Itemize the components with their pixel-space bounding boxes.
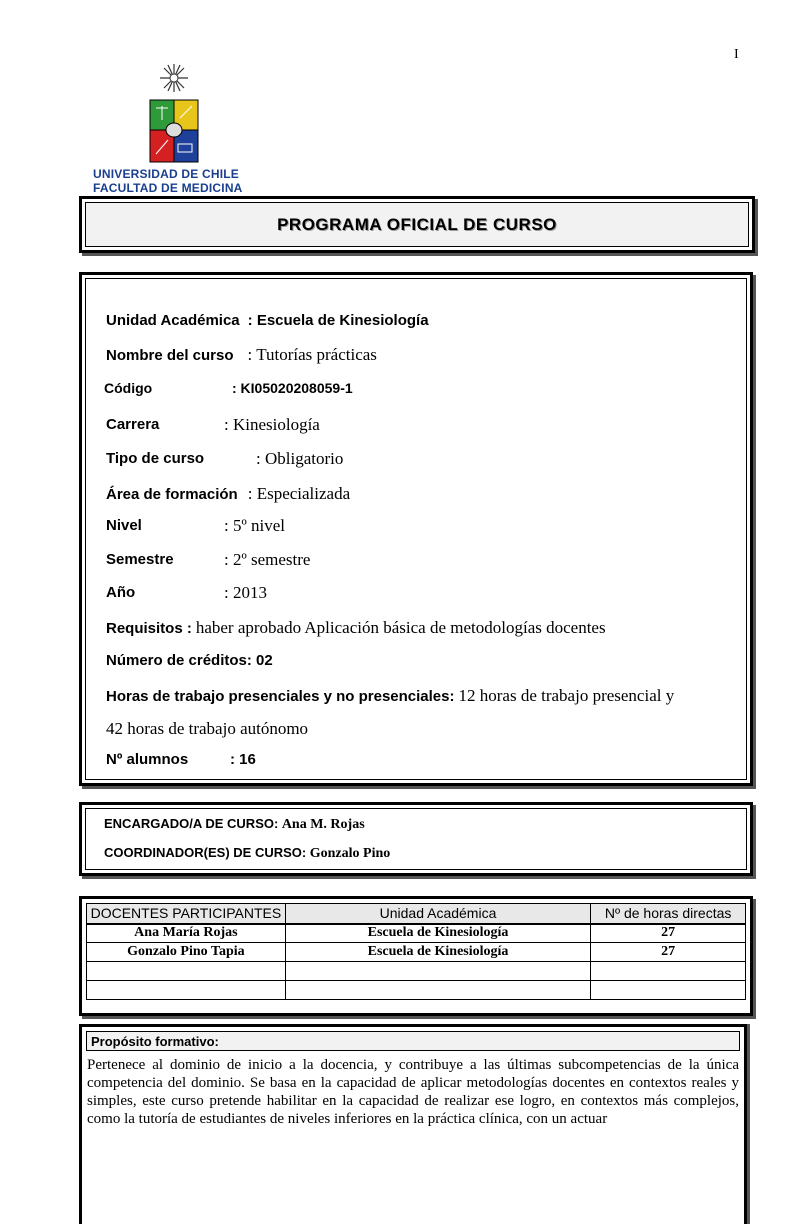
coordinador-label: COORDINADOR(ES) DE CURSO: (104, 845, 307, 860)
anio-label: Año (106, 584, 136, 601)
horas-label: Horas de trabajo presenciales y no presenciales: (106, 688, 455, 705)
nivel-value: : 5º nivel (224, 516, 285, 535)
semestre-label: Semestre (106, 551, 174, 568)
encargado-row (104, 816, 365, 833)
university-name (93, 167, 243, 195)
nivel-label: Nivel (106, 517, 142, 534)
requisitos-label: Requisitos : (106, 620, 192, 637)
tipo-value: : Obligatorio (256, 449, 344, 468)
encargado-label: ENCARGADO/A DE CURSO: (104, 816, 279, 831)
semestre-row (106, 550, 311, 569)
docente-unidad: Escuela de Kinesiología (285, 943, 590, 962)
docente-horas: 27 (591, 924, 746, 943)
document-title: PROGRAMA OFICIAL DE CURSO (277, 214, 557, 234)
horas-header: Nº de horas directas (591, 904, 746, 924)
docentes-header: DOCENTES PARTICIPANTES (87, 904, 286, 924)
carrera-row (106, 415, 320, 434)
codigo-row (104, 380, 353, 398)
encargado-value: Ana M. Rojas (281, 817, 365, 832)
horas-row (106, 686, 674, 706)
university-label: UNIVERSIDAD DE CHILE (93, 167, 240, 181)
requisitos-row (106, 618, 606, 638)
nombre-value: : Tutorías prácticas (247, 345, 377, 364)
coordinador-value: Gonzalo Pino (309, 846, 391, 861)
creditos-row (106, 652, 273, 670)
docente-name: Ana María Rojas (87, 924, 286, 943)
docentes-table (86, 903, 746, 1000)
nivel-row (106, 516, 285, 535)
horas-value-1: 12 horas de trabajo presencial y (458, 686, 675, 705)
carrera-value: : Kinesiología (224, 415, 320, 434)
university-crest-icon (148, 62, 200, 166)
alumnos-label: Nº alumnos (106, 751, 189, 768)
horas-value-2: 42 horas de trabajo autónomo (106, 719, 309, 738)
proposito-text: Pertenece al dominio de inicio a la docencia, y contribuye a las últimas subcompetencias de la única competencia del dominio. Se basa en la capacidad de aplicar metodologías docentes en contextos reales y simples, este curso pretende habilitar en la capacidad de realizar ese logro, en contextos más complejos, como la tutoría de estudiantes de niveles inferiores en la práctica clínica, con un actuar (87, 1057, 739, 1127)
creditos-label: Número de créditos: 02 (106, 652, 273, 669)
page-number: I (734, 47, 739, 62)
title-box (79, 196, 755, 253)
unidad-label: Unidad Académica (106, 312, 240, 329)
codigo-label: Código (104, 380, 153, 396)
proposito-box (79, 1024, 747, 1224)
tipo-row (106, 449, 344, 468)
codigo-value: : KI05020208059-1 (232, 380, 353, 396)
docente-name: Gonzalo Pino Tapia (87, 943, 286, 962)
table-row (87, 943, 746, 962)
docente-unidad (285, 962, 590, 981)
anio-row (106, 583, 267, 602)
requisitos-value: haber aprobado Aplicación básica de metodologías docentes (195, 618, 606, 637)
encargado-box (79, 802, 753, 876)
docente-unidad: Escuela de Kinesiología (285, 924, 590, 943)
unidad-value: : Escuela de Kinesiología (247, 312, 429, 329)
docente-horas (591, 962, 746, 981)
alumnos-row (106, 751, 256, 769)
alumnos-value: : 16 (230, 751, 256, 768)
coordinador-row (104, 845, 390, 862)
horas-row-2 (106, 719, 308, 739)
area-label: Área de formación (106, 486, 238, 503)
semestre-value: : 2º semestre (224, 550, 311, 569)
table-row (87, 962, 746, 981)
unidad-header: Unidad Académica (285, 904, 590, 924)
area-row (106, 484, 350, 504)
docente-horas: 27 (591, 943, 746, 962)
course-info-box (79, 272, 753, 786)
unidad-row (106, 312, 429, 330)
docentes-box (79, 896, 753, 1016)
anio-value: : 2013 (224, 583, 267, 602)
nombre-row (106, 345, 377, 365)
nombre-label: Nombre del curso (106, 347, 234, 364)
table-row (87, 924, 746, 943)
carrera-label: Carrera (106, 416, 160, 433)
docente-name (87, 981, 286, 1000)
docente-horas (591, 981, 746, 1000)
docente-name (87, 962, 286, 981)
tipo-label: Tipo de curso (106, 450, 205, 467)
proposito-heading: Propósito formativo: (86, 1031, 740, 1051)
docente-unidad (285, 981, 590, 1000)
area-value: : Especializada (247, 484, 351, 503)
faculty-label: FACULTAD DE MEDICINA (93, 181, 243, 195)
table-row (87, 981, 746, 1000)
